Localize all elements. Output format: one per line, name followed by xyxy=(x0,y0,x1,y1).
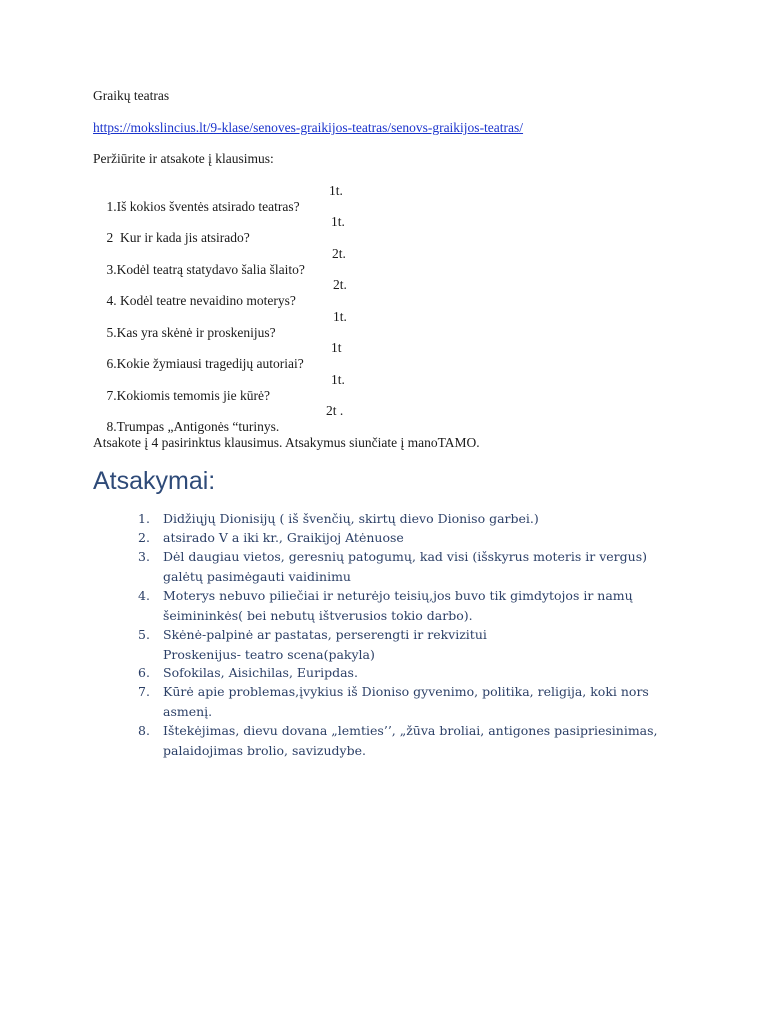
source-link[interactable]: https://mokslincius.lt/9-klase/senoves-graikijos-teatras/senovs-graikijos-teatras/ xyxy=(93,120,524,135)
list-item-text: Sofokilas, Aisichilas, Euripdas. xyxy=(163,665,358,680)
list-item-text: Didžiųjų Dionisijų ( iš švenčių, skirtų dievo Dioniso garbei.) xyxy=(163,511,539,526)
list-item-text: Skėnė-palpinė ar pastatas, perserengti ir rekvizitui Proskenijus- teatro scena(pakyla) xyxy=(163,627,487,662)
list-item-text: Kūrė apie problemas,įvykius iš Dioniso gyvenimo, politika, religija, koki nors asmenį. xyxy=(163,684,649,719)
list-item-number: 5. xyxy=(138,627,150,642)
list-item-number: 4. xyxy=(138,588,150,603)
question-text: 2 Kur ir kada jis atsirado? xyxy=(106,230,250,245)
list-item-text: Dėl daugiau vietos, geresnių patogumų, kad visi (išskyrus moteris ir vergus) galėtų pasimėgauti vaidinimu xyxy=(163,549,647,584)
list-item-number: 7. xyxy=(138,684,150,699)
list-item-text: Moterys nebuvo piliečiai ir neturėjo teisių,jos buvo tik gimdytojos ir namų šeimininkės( bei nebutų ištverusios tokio darbo). xyxy=(163,588,633,623)
question-points: 1t. xyxy=(329,183,343,198)
question-text: 4. Kodėl teatre nevaidino moterys? xyxy=(106,293,296,308)
question-text: 5.Kas yra skėnė ir proskenijus? xyxy=(106,325,276,340)
instruction-text: Peržiūrite ir atsakote į klausimus: xyxy=(93,151,274,166)
question-points: 1t xyxy=(331,340,342,355)
answers-heading: Atsakymai: xyxy=(93,467,216,495)
list-item-text: Ištekėjimas, dievu dovana „lemties’’, „žūva broliai, antigones pasipriesinimas, palaidojimas brolio, savizudybe. xyxy=(163,723,658,758)
question-text: 3.Kodėl teatrą statydavo šalia šlaito? xyxy=(106,262,305,277)
list-item-number: 2. xyxy=(138,530,150,545)
question-text: 6.Kokie žymiausi tragedijų autoriai? xyxy=(106,356,304,371)
list-item-number: 1. xyxy=(138,511,150,526)
question-text: 1.Iš kokios šventės atsirado teatras? xyxy=(106,199,300,214)
list-item-number: 6. xyxy=(138,665,150,680)
document-title: Graikų teatras xyxy=(93,88,170,103)
question-points: 2t . xyxy=(326,403,344,418)
question-text: 7.Kokiomis temomis jie kūrė? xyxy=(106,388,270,403)
list-item-number: 3. xyxy=(138,549,150,564)
list-item-text: atsirado V a iki kr., Graikijoj Atėnuose xyxy=(163,530,404,545)
question-points: 1t. xyxy=(331,214,345,229)
question-points: 1t. xyxy=(333,309,347,324)
question-points: 2t. xyxy=(333,277,347,292)
list-item-number: 8. xyxy=(138,723,150,738)
question-text: 8.Trumpas „Antigonės “turinys. xyxy=(106,419,280,434)
closing-note: Atsakote į 4 pasirinktus klausimus. Atsakymus siunčiate į manoTAMO. xyxy=(93,435,480,450)
question-points: 2t. xyxy=(332,246,346,261)
question-points: 1t. xyxy=(331,372,345,387)
